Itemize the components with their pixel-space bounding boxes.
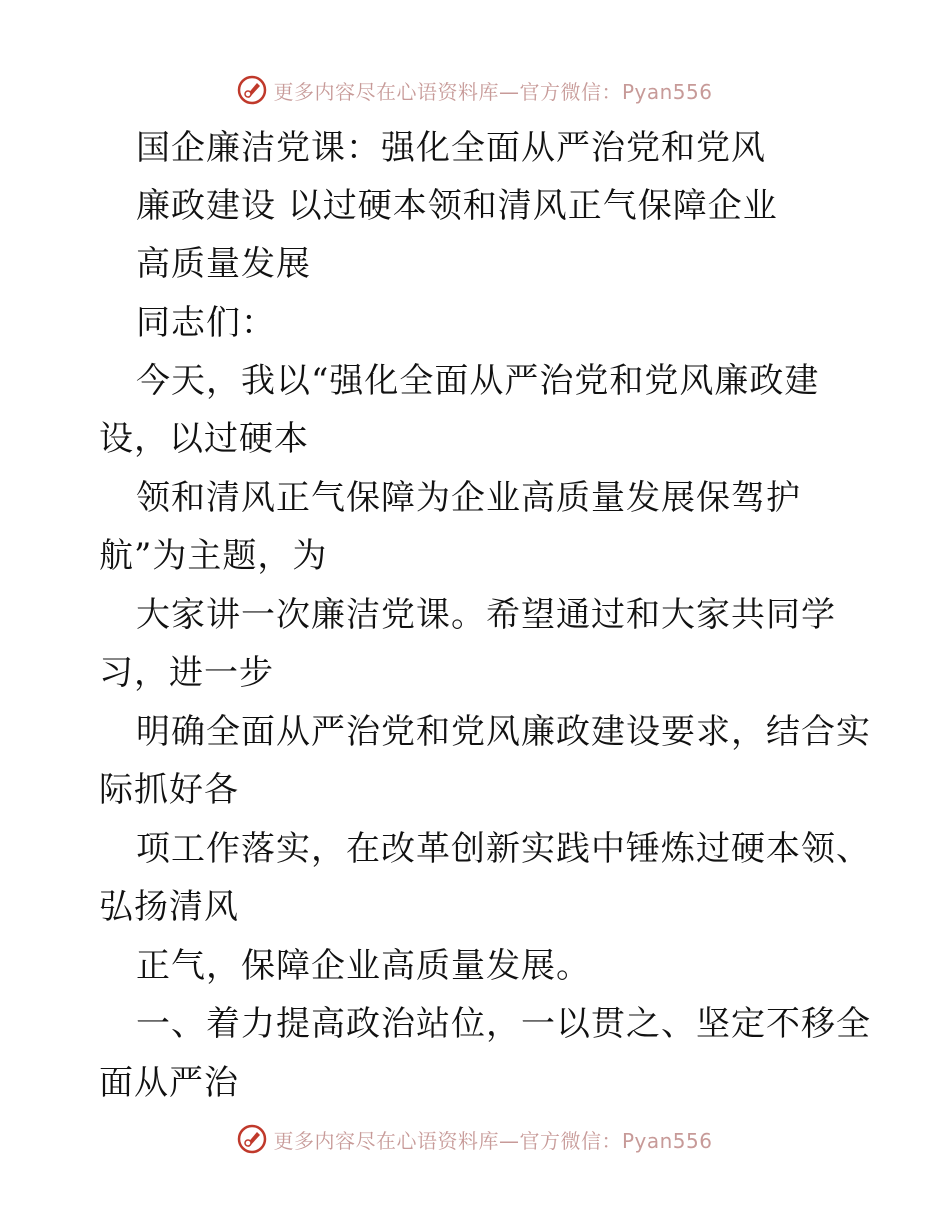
paragraph-line: 设，以过硬本 bbox=[99, 419, 309, 459]
title-line-2: 廉政建设 以过硬本领和清风正气保障企业 bbox=[136, 186, 778, 226]
paragraph-line: 今天，我以“强化全面从严治党和党风廉政建 bbox=[136, 361, 820, 401]
paragraph-line: 正气，保障企业高质量发展。 bbox=[136, 946, 591, 986]
paragraph-line: 领和清风正气保障为企业高质量发展保驾护 bbox=[136, 478, 801, 518]
paragraph-line: 际抓好各 bbox=[99, 770, 239, 810]
footer-watermark bbox=[0, 1119, 950, 1159]
title-line-3: 高质量发展 bbox=[136, 244, 311, 284]
header-watermark bbox=[0, 70, 950, 110]
paragraph-line: 项工作落实，在改革创新实践中锤炼过硬本领、 bbox=[136, 829, 871, 869]
salutation: 同志们： bbox=[136, 303, 276, 343]
title-line-1: 国企廉洁党课：强化全面从严治党和党风 bbox=[136, 128, 766, 168]
paragraph-line: 弘扬清风 bbox=[99, 887, 239, 927]
section-heading-line: 面从严治 bbox=[99, 1063, 239, 1103]
paragraph-line: 习，进一步 bbox=[99, 653, 274, 693]
paragraph-line: 航”为主题，为 bbox=[99, 536, 328, 576]
quill-logo-icon bbox=[237, 75, 267, 105]
paragraph-line: 大家讲一次廉洁党课。希望通过和大家共同学 bbox=[136, 595, 836, 635]
watermark-text: 更多内容尽在心语资料库—官方微信：Pyan556 bbox=[273, 79, 713, 104]
paragraph-line: 明确全面从严治党和党风廉政建设要求，结合实 bbox=[136, 712, 871, 752]
watermark-text: 更多内容尽在心语资料库—官方微信：Pyan556 bbox=[273, 1128, 713, 1153]
section-heading-line: 一、着力提高政治站位，一以贯之、坚定不移全 bbox=[136, 1004, 871, 1044]
quill-logo-icon bbox=[237, 1124, 267, 1154]
